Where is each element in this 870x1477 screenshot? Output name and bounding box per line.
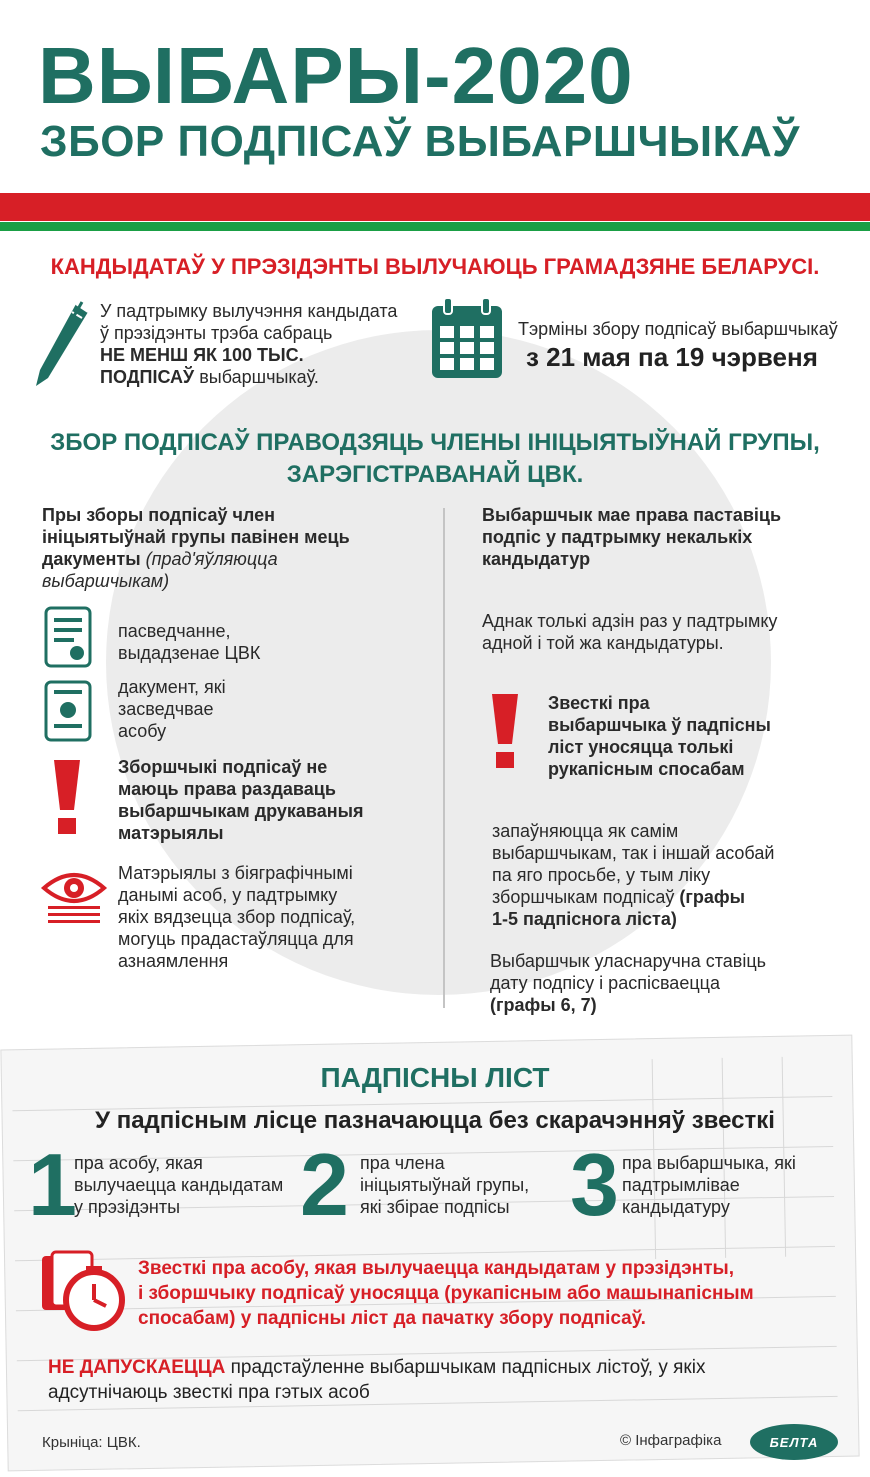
red-notice: Звесткі пра асобу, якая вылучаецца кандыдатам у прэзідэнты, і зборшчыку подпісаў уносяцца (рукапісным або машынапісным спосабам) у падпісны ліст да пачатку збору подпісаў. (138, 1258, 754, 1329)
item-text: пра члена ініцыятыўнай групы, які збірае подпісы (360, 1153, 530, 1217)
terms-label: Тэрміны збору подпісаў выбаршчыкаў (518, 319, 838, 339)
right-once: Аднак толькі адзін раз у падтрымку адной і той жа кандыдатуры. (482, 611, 778, 653)
item-number: 1 (28, 1135, 77, 1234)
source: Крыніца: ЦВК. (42, 1434, 141, 1451)
right-rights: Выбаршчык мае права паставіць подпіс у падтрымку некалькіх кандыдатур (482, 505, 782, 569)
item-text: пра выбаршчыка, які падтрымлівае кандыдатуру (622, 1153, 796, 1217)
credit: © Інфаграфіка (620, 1432, 722, 1449)
doc1-text: пасведчанне, выдадзенае ЦВК (118, 621, 261, 663)
item-number: 3 (570, 1135, 619, 1234)
bio-text: Матэрыялы з біяграфічнымі данымі асоб, у падтрымку якіх вядзецца збор подпісаў, могуць прадастаўляцца для азнаямлення (118, 863, 356, 971)
pen-icon (32, 300, 94, 388)
item-number: 2 (300, 1135, 349, 1234)
headline: КАНДЫДАТАЎ У ПРЭЗІДЭНТЫ ВЫЛУЧАЮЦЬ ГРАМАДЗЯНЕ БЕЛАРУСІ. (50, 254, 820, 279)
right-sign-text: Выбаршчык уласнаручна ставіць дату подпісу і распісваецца (графы 6, 7) (490, 951, 767, 1015)
doc2-text: дакумент, які засведчвае асобу (118, 677, 226, 741)
right-fill-text: запаўняюцца як самім выбаршчыкам, так і іншай асобай па яго просьбе, у тым ліку зборшчыкам подпісаў (графы 1-5 падпіснога ліста) (492, 821, 775, 929)
eye-icon (40, 866, 108, 928)
terms-dates: з 21 мая па 19 чэрвеня (526, 342, 818, 372)
page-title: ВЫБАРЫ-2020 (38, 31, 634, 120)
exclamation-icon (50, 760, 84, 836)
ban-notice: НЕ ДАПУСКАЕЦЦА прадстаўленне выбаршчыкам падпісных лістоў, у якіх адсутнічаюць звесткі пра гэтых асоб (48, 1357, 706, 1403)
collectors-headline: ЗБОР ПОДПІСАЎ ПРАВОДЗЯЦЬ ЧЛЕНЫ ІНІЦЫЯТЫЎНАЙ ГРУПЫ, ЗАРЭГІСТРАВАНАЙ ЦВК. (50, 429, 820, 488)
left-warning: Зборшчыкі подпісаў не маюць права раздаваць выбаршчыкам друкаваныя матэрыялы (118, 757, 364, 843)
right-warning: Звесткі пра выбаршчыка ў падпісны ліст уносяцца толькі рукапісным спосабам (548, 693, 771, 779)
flag-stripe-red (0, 193, 870, 221)
flag-stripe-green (0, 222, 870, 231)
clock-document-icon (38, 1250, 134, 1336)
support-text: У падтрымку вылучэння кандыдата ў прэзідэнты трэба сабраць НЕ МЕНШ ЯК 100 ТЫС. ПОДПІСАЎ выбаршчыкаў. (100, 301, 398, 387)
column-divider (443, 508, 445, 1008)
sheet-title: ПАДПІСНЫ ЛІСТ (320, 1062, 550, 1093)
id-document-icon (44, 680, 92, 742)
page-subtitle: ЗБОР ПОДПІСАЎ ВЫБАРШЧЫКАЎ (40, 117, 801, 166)
calendar-icon (430, 296, 504, 380)
sheet-subtitle: У падпісным лісце пазначаюцца без скарачэнняў звесткі (95, 1107, 775, 1134)
left-intro: Пры зборы подпісаў член ініцыятыўнай групы павінен мець дакументы (прад'яўляюцца выбаршчыкам) (42, 505, 350, 591)
item-text: пра асобу, якая вылучаецца кандыдатам у прэзідэнты (74, 1153, 284, 1217)
certificate-icon (44, 606, 92, 668)
exclamation-icon (488, 694, 522, 770)
belta-logo: БЕЛТА (750, 1424, 838, 1460)
